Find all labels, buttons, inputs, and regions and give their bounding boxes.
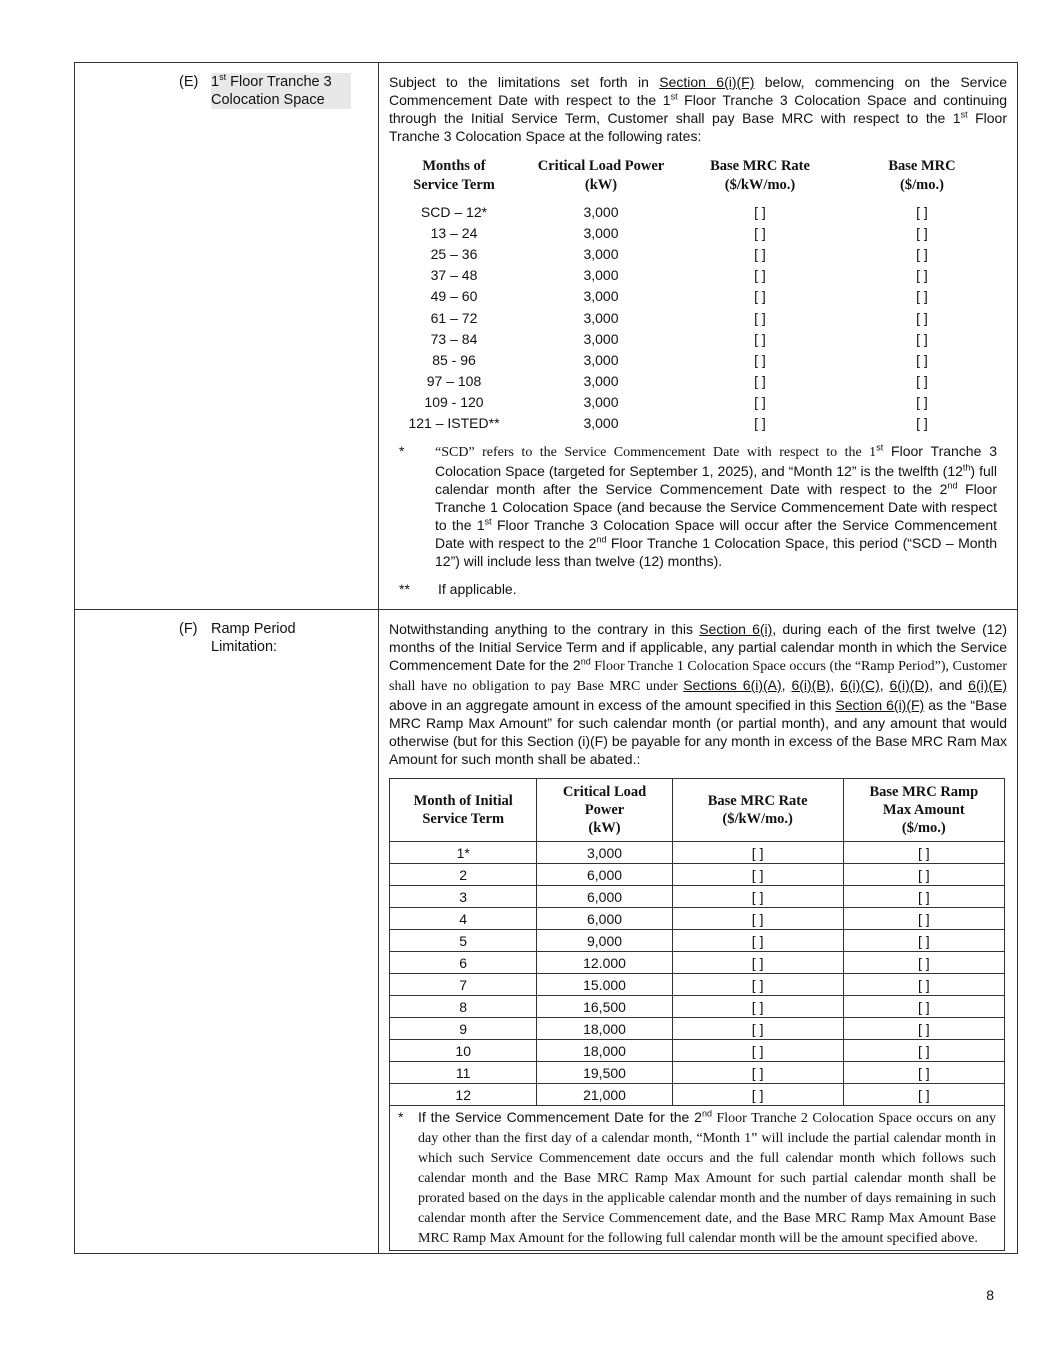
ramp-table-cell: [ ] xyxy=(843,1084,1004,1106)
rate-table-cell: 3,000 xyxy=(583,203,619,220)
ramp-table-cell: [ ] xyxy=(672,886,843,908)
rate-table-cell: [ ] xyxy=(916,245,928,262)
rate-table-header-4 xyxy=(837,157,1007,201)
rate-table-cell: 61 – 72 xyxy=(430,309,478,326)
header-line: ($/mo.) xyxy=(901,820,946,836)
ramp-table-row xyxy=(390,864,1005,886)
rate-table-cell: [ ] xyxy=(754,267,766,284)
ramp-table-cell: [ ] xyxy=(843,930,1004,952)
rate-table-cell: 3,000 xyxy=(583,267,619,284)
rate-table-header-2 xyxy=(519,157,683,201)
rate-table-cell: 13 – 24 xyxy=(430,224,478,241)
ramp-table-cell: [ ] xyxy=(672,974,843,996)
footnote-body: “SCD” refers to the Service Commencement Date with respect to the 1st Floor Tranche 3 Colocation Space (targeted for September 1, 2025), and “Month 12” is the twelfth (12th) full calendar month after the Service Commencement Date with respect to the 2nd Floor Tranche 1 Colocation Space (and because the Service Commencement Date with respect to the 1st Floor Tranche 3 Colocation Space will occur after the Service Commencement Date with respect to the 2nd Floor Tranche 1 Colocation Space, this period (“SCD – Month 12”) will include less than twelve (12) months). xyxy=(435,442,997,570)
rate-table-cell: [ ] xyxy=(916,224,928,241)
rate-table-row xyxy=(389,286,1007,307)
ramp-table-row xyxy=(390,930,1005,952)
header-line: Base MRC xyxy=(888,158,956,174)
section-f-letter: (F) xyxy=(179,621,198,637)
rate-table-cell: [ ] xyxy=(754,245,766,262)
rate-table-cell: 3,000 xyxy=(583,330,619,347)
rate-table-cell: [ ] xyxy=(754,415,766,432)
ramp-table-cell: [ ] xyxy=(672,952,843,974)
rate-table-cell: [ ] xyxy=(916,373,928,390)
ramp-table-cell: [ ] xyxy=(843,1018,1004,1040)
section-6ia-link: Sections 6(i)(A) xyxy=(683,677,782,693)
ramp-table-cell: 1* xyxy=(390,842,537,864)
ramp-table-cell: 2 xyxy=(390,864,537,886)
ramp-table-cell: 6,000 xyxy=(537,886,672,908)
ramp-table-cell: 4 xyxy=(390,908,537,930)
rate-table-row xyxy=(389,371,1007,392)
rate-table-cell: [ ] xyxy=(916,394,928,411)
section-6if-link: Section 6(i)(F) xyxy=(835,697,925,713)
footnote-mark: ** xyxy=(399,581,410,598)
ramp-table-cell: [ ] xyxy=(672,1084,843,1106)
schedule-table xyxy=(74,62,1018,1254)
section-6ib-link: 6(i)(B) xyxy=(791,677,831,693)
ramp-table-cell: 8 xyxy=(390,996,537,1018)
ramp-table-cell: [ ] xyxy=(672,1062,843,1084)
ramp-table-header-3 xyxy=(672,779,843,842)
rate-table-cell: [ ] xyxy=(916,415,928,432)
header-line: Base MRC Ramp xyxy=(869,784,979,800)
rate-table-row xyxy=(389,265,1007,286)
header-line: (kW) xyxy=(584,177,618,193)
ramp-table xyxy=(389,778,1005,1251)
header-line: Base MRC Rate xyxy=(710,158,810,174)
rate-table-cell: [ ] xyxy=(916,203,928,220)
section-f-row xyxy=(75,610,1017,1253)
rate-table-cell: [ ] xyxy=(754,394,766,411)
footnote-body: If applicable. xyxy=(438,581,517,598)
rate-table-cell: 3,000 xyxy=(583,373,619,390)
rate-table-cell: 3,000 xyxy=(583,394,619,411)
header-line: Month of Initial xyxy=(413,793,513,809)
section-f-title: Ramp Period Limitation: xyxy=(211,621,296,655)
section-6ic-link: 6(i)(C) xyxy=(840,677,880,693)
ramp-table-cell: 19,500 xyxy=(537,1062,672,1084)
ramp-table-cell: 3 xyxy=(390,886,537,908)
ramp-table-cell: [ ] xyxy=(843,908,1004,930)
header-line: Service Term xyxy=(422,811,505,827)
rate-table-cell: [ ] xyxy=(754,288,766,305)
header-line: ($/kW/mo.) xyxy=(724,177,796,193)
header-line: Service Term xyxy=(413,177,495,193)
rate-table-cell: [ ] xyxy=(916,330,928,347)
section-e-content xyxy=(379,63,1017,609)
ramp-table-cell: [ ] xyxy=(672,842,843,864)
ramp-table-cell: 11 xyxy=(390,1062,537,1084)
ramp-table-cell: [ ] xyxy=(843,996,1004,1018)
ramp-table-cell: 12.000 xyxy=(537,952,672,974)
rate-table-cell: [ ] xyxy=(754,203,766,220)
rate-table-cell: [ ] xyxy=(916,309,928,326)
rate-table-cell: [ ] xyxy=(754,351,766,368)
ramp-table-cell: [ ] xyxy=(843,952,1004,974)
rate-table-row xyxy=(389,307,1007,328)
rate-table-cell: SCD – 12* xyxy=(420,203,488,220)
ramp-table-cell: 21,000 xyxy=(537,1084,672,1106)
rate-table-header-3 xyxy=(683,157,837,201)
section-e-footnote-1 xyxy=(389,442,1007,570)
ramp-table-cell: [ ] xyxy=(672,930,843,952)
rate-table-cell: [ ] xyxy=(916,267,928,284)
header-line: ($/mo.) xyxy=(900,177,944,193)
rate-table-cell: 109 - 120 xyxy=(424,394,484,411)
ramp-table-cell: 15.000 xyxy=(537,974,672,996)
ramp-table-cell: [ ] xyxy=(843,974,1004,996)
header-line: (kW) xyxy=(588,820,621,836)
rate-table-cell: 97 – 108 xyxy=(426,373,482,390)
ramp-table-cell: 9,000 xyxy=(537,930,672,952)
rate-table-row xyxy=(389,349,1007,370)
header-line: Power xyxy=(584,802,625,818)
rate-table-cell: 121 – ISTED** xyxy=(408,415,500,432)
ramp-footnote-cell xyxy=(390,1106,1005,1251)
rate-table-cell: 3,000 xyxy=(583,224,619,241)
ramp-table-row xyxy=(390,1062,1005,1084)
ramp-table-header-1 xyxy=(390,779,537,842)
rate-table-cell: 3,000 xyxy=(583,351,619,368)
ramp-table-row xyxy=(390,1040,1005,1062)
section-e-rate-table xyxy=(389,157,1007,434)
section-e-letter: (E) xyxy=(179,74,199,90)
rate-table-cell: 85 - 96 xyxy=(432,351,476,368)
ramp-table-row xyxy=(390,996,1005,1018)
ramp-table-row xyxy=(390,974,1005,996)
rate-table-cell: [ ] xyxy=(754,224,766,241)
ramp-table-cell: 9 xyxy=(390,1018,537,1040)
footnote-body: If the Service Commencement Date for the 2nd Floor Tranche 2 Colocation Space occurs on any day other than the first day of a calendar month, “Month 1” will include the partial calendar month in which such Service Commencement date occurs and the full calendar month which follows such calendar month and the Base MRC Ramp Max Amount for such partial calendar month shall be prorated based on the days in the applicable calendar month and the number of days remaining in such calendar month after the Service Commencement date, and the Base MRC Ramp Max Amount Base MRC Ramp Max Amount for the following full calendar month will be the amount specified above. xyxy=(418,1108,997,1246)
header-line: ($/kW/mo.) xyxy=(722,811,793,827)
rate-table-cell: 3,000 xyxy=(583,415,619,432)
rate-table-row xyxy=(389,243,1007,264)
header-line: Critical Load xyxy=(562,784,647,800)
rate-table-cell: 49 – 60 xyxy=(430,288,478,305)
rate-table-cell: [ ] xyxy=(754,373,766,390)
section-f-paragraph: Notwithstanding anything to the contrary in this Section 6(i), during each of the first twelve (12) months of the Initial Service Term and if applicable, any partial calendar month in which the Service Commencement Date for the 2nd Floor Tranche 1 Colocation Space occurs (the “Ramp Period”), Customer shall have no obligation to pay Base MRC under Sections 6(i)(A), 6(i)(B), 6(i)(C), 6(i)(D), and 6(i)(E) above in an aggregate amount in excess of the amount specified in this Section 6(i)(F) as the “Base MRC Ramp Max Amount” for such calendar month (or partial month), and any amount that would otherwise (but for this Section (i)(F) be payable for any month in excess of the Base MRC Ram Max Amount for such month shall be abated.: xyxy=(389,621,1008,767)
ramp-table-cell: [ ] xyxy=(843,1062,1004,1084)
ramp-table-header-2 xyxy=(537,779,672,842)
ramp-table-row xyxy=(390,1084,1005,1106)
section-e-footnote-2 xyxy=(389,580,1007,598)
rate-table-cell: 3,000 xyxy=(583,309,619,326)
page-number: 8 xyxy=(986,1287,994,1303)
ramp-table-cell: [ ] xyxy=(843,1040,1004,1062)
ramp-table-header-4 xyxy=(843,779,1004,842)
section-6if-link: Section 6(i)(F) xyxy=(659,74,755,90)
ramp-table-cell: [ ] xyxy=(672,1018,843,1040)
ramp-table-row xyxy=(390,842,1005,864)
section-6ie-link: 6(i)(E) xyxy=(968,677,1008,693)
ramp-table-cell: [ ] xyxy=(672,1040,843,1062)
footnote-mark: * xyxy=(399,443,405,460)
section-6i-link: Section 6(i) xyxy=(699,621,773,637)
rate-table-cell: [ ] xyxy=(916,351,928,368)
ramp-table-cell: 10 xyxy=(390,1040,537,1062)
ramp-table-cell: 18,000 xyxy=(537,1040,672,1062)
rate-table-cell: [ ] xyxy=(754,330,766,347)
ramp-table-cell: [ ] xyxy=(843,842,1004,864)
ramp-table-cell: [ ] xyxy=(672,996,843,1018)
section-e-label-cell xyxy=(75,63,379,609)
footnote-mark: * xyxy=(398,1109,404,1125)
section-6id-link: 6(i)(D), xyxy=(889,677,934,693)
rate-table-cell: 25 – 36 xyxy=(430,245,478,262)
ramp-table-cell: [ ] xyxy=(672,864,843,886)
ramp-table-cell: [ ] xyxy=(843,864,1004,886)
section-f-label-cell xyxy=(75,610,379,1253)
header-line: Base MRC Rate xyxy=(707,793,808,809)
rate-table-cell: 3,000 xyxy=(583,288,619,305)
ramp-table-cell: 5 xyxy=(390,930,537,952)
rate-table-row xyxy=(389,392,1007,413)
header-line: Max Amount xyxy=(882,802,965,818)
ramp-table-row xyxy=(390,886,1005,908)
ramp-table-row xyxy=(390,1018,1005,1040)
section-f-content xyxy=(379,610,1017,1253)
rate-table-cell: [ ] xyxy=(754,309,766,326)
rate-table-row xyxy=(389,413,1007,434)
ramp-table-cell: 6,000 xyxy=(537,908,672,930)
section-e-paragraph: Subject to the limitations set forth in Section 6(i)(F) below, commencing on the Service Commencement Date with respect to the 1st Floor Tranche 3 Colocation Space and continuing through the Initial Service Term, Customer shall pay Base MRC with respect to the 1st Floor Tranche 3 Colocation Space at the following rates: xyxy=(389,74,1008,144)
section-e-row xyxy=(75,63,1017,610)
rate-table-header-1 xyxy=(389,157,519,201)
rate-table-cell: 3,000 xyxy=(583,245,619,262)
ramp-table-cell: 18,000 xyxy=(537,1018,672,1040)
rate-table-cell: 37 – 48 xyxy=(430,267,478,284)
ramp-table-cell: 12 xyxy=(390,1084,537,1106)
ramp-table-cell: 3,000 xyxy=(537,842,672,864)
ramp-table-cell: 7 xyxy=(390,974,537,996)
ramp-table-row xyxy=(390,908,1005,930)
rate-table-cell: [ ] xyxy=(916,288,928,305)
header-line: Critical Load Power xyxy=(537,158,665,174)
ramp-table-cell: [ ] xyxy=(672,908,843,930)
ramp-table-cell: 6,000 xyxy=(537,864,672,886)
ramp-table-row xyxy=(390,952,1005,974)
rate-table-row xyxy=(389,328,1007,349)
ramp-table-cell: 6 xyxy=(390,952,537,974)
rate-table-row xyxy=(389,222,1007,243)
rate-table-row xyxy=(389,201,1007,222)
section-e-title: 1st Floor Tranche 3 Colocation Space xyxy=(211,73,351,109)
ramp-table-cell: 16,500 xyxy=(537,996,672,1018)
header-line: Months of xyxy=(422,158,486,174)
ramp-table-cell: [ ] xyxy=(843,886,1004,908)
ramp-footnote xyxy=(398,1108,996,1248)
rate-table-cell: 73 – 84 xyxy=(430,330,478,347)
